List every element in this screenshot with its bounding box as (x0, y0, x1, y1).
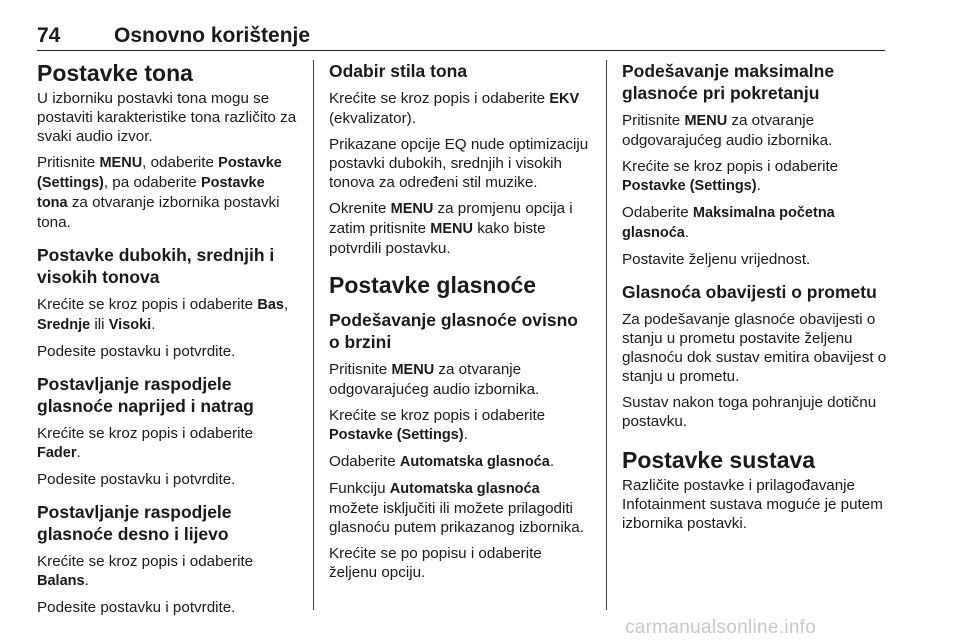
section-title-tone: Postavke tona (37, 60, 193, 86)
column-3 (622, 60, 887, 540)
paragraph: Pritisnite MENU za otvaranje odgovarajućeg audio izbornika. (329, 361, 540, 398)
subheading-style: Odabir stila tona (329, 61, 468, 81)
column-1 (37, 60, 299, 624)
paragraph: Pritisnite MENU, odaberite Postavke (Settings), pa odaberite Postavke tona za otvaranje izbornika postavki tona. (37, 154, 282, 231)
paragraph: Postavite željenu vrijednost. (622, 251, 811, 268)
paragraph: Krećite se kroz popis i odaberite Bas, Srednje ili Visoki. (37, 296, 289, 333)
page-header (37, 24, 885, 51)
paragraph: Funkciju Automatska glasnoća možete isključiti ili možete prilagoditi glasnoću putem prikazanog izbornika. (329, 480, 584, 536)
paragraph: Za podešavanje glasnoće obavijesti o stanju u prometu postavite željenu glasnoću dok sustav emitira obavijest o stanju u prometu. (622, 311, 887, 385)
paragraph: Okrenite MENU za promjenu opcija i zatim pritisnite MENU kako biste potvrdili postavku. (329, 200, 573, 257)
section-title-volume: Postavke glasnoće (329, 272, 537, 298)
paragraph: Podesite postavku i potvrdite. (37, 599, 236, 616)
subheading-fader: Postavljanje raspodjele glasnoće naprijed i natrag (37, 374, 254, 416)
paragraph: Podesite postavku i potvrdite. (37, 343, 236, 360)
column-2 (329, 60, 591, 589)
paragraph: Krećite se po popisu i odaberite željenu opciju. (329, 545, 542, 581)
paragraph: Krećite se kroz popis i odaberite Balans. (37, 553, 254, 589)
paragraph: Odaberite Automatska glasnoća. (329, 453, 555, 470)
subheading-balance: Postavljanje raspodjele glasnoće desno i lijevo (37, 502, 232, 544)
subheading-speed: Podešavanje glasnoće ovisno o brzini (329, 310, 578, 352)
paragraph: Prikazane opcije EQ nude optimizaciju postavki dubokih, srednjih i visokih tonova za određeni stil muzike. (329, 136, 589, 191)
paragraph: Krećite se kroz popis i odaberite Fader. (37, 425, 254, 461)
column-divider (313, 60, 314, 610)
paragraph: Krećite se kroz popis i odaberite Postavke (Settings). (622, 158, 839, 194)
paragraph: U izborniku postavki tona mogu se postaviti karakteristike tona različito za svaki audio izvor. (37, 90, 297, 145)
subheading-bass: Postavke dubokih, srednjih i visokih tonova (37, 245, 275, 287)
page-number: 74 (37, 24, 61, 47)
subheading-max-volume: Podešavanje maksimalne glasnoće pri pokretanju (622, 61, 835, 103)
paragraph: Pritisnite MENU za otvaranje odgovarajućeg audio izbornika. (622, 112, 833, 149)
watermark: carmanualsonline.info (625, 617, 817, 638)
column-divider (606, 60, 607, 610)
paragraph: Različite postavke i prilagođavanje Infotainment sustava moguće je putem izbornika postavki. (622, 477, 883, 532)
section-title-system: Postavke sustava (622, 447, 816, 473)
chapter-title: Osnovno korištenje (114, 24, 311, 47)
paragraph: Odaberite Maksimalna početna glasnoća. (622, 204, 835, 241)
paragraph: Krećite se kroz popis i odaberite EKV (ekvalizator). (329, 90, 580, 127)
paragraph: Podesite postavku i potvrdite. (37, 471, 236, 488)
paragraph: Krećite se kroz popis i odaberite Postavke (Settings). (329, 407, 546, 443)
paragraph: Sustav nakon toga pohranjuje dotičnu postavku. (622, 394, 877, 430)
subheading-traffic: Glasnoća obavijesti o prometu (622, 282, 877, 302)
